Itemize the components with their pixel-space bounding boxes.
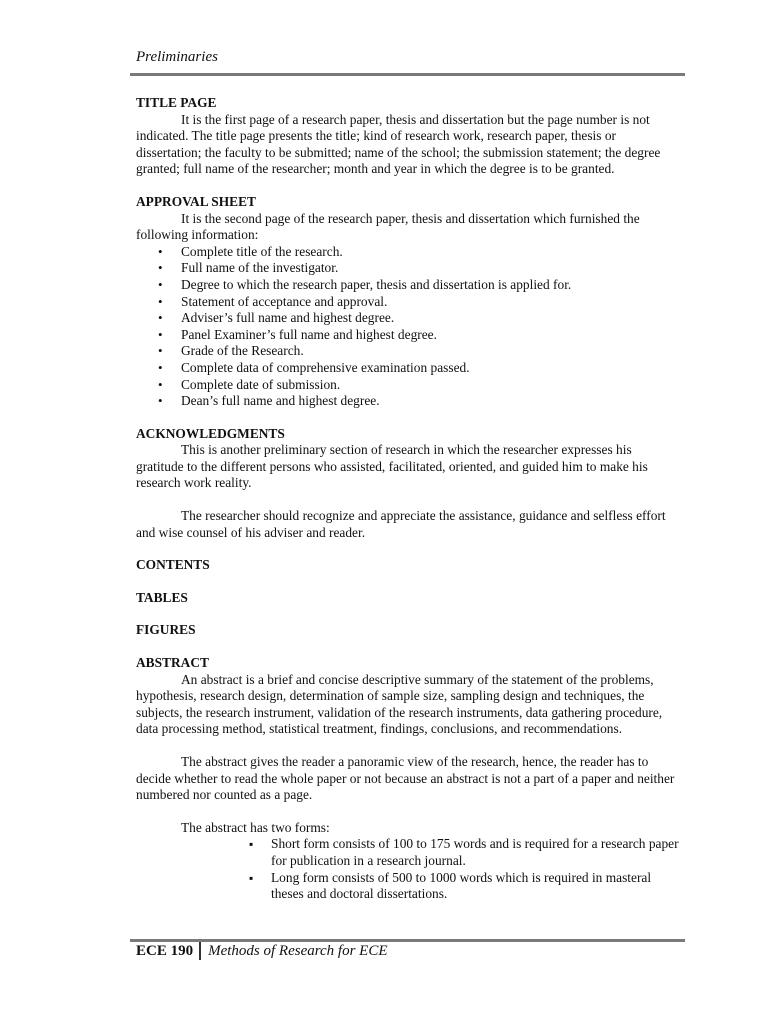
list-item: • Grade of the Research. [136,343,681,360]
section-paragraph: It is the second page of the research paper, thesis and dissertation which furnished the following information: [136,210,640,243]
section-heading: APPROVAL SHEET [136,193,256,209]
forms-intro: The abstract has two forms: [181,819,330,835]
list-item: • Complete title of the research. [136,244,681,261]
list-item: • Statement of acceptance and approval. [136,294,681,311]
section-abstract [136,655,681,903]
section-acknowledgments [136,426,681,542]
list-item: • Panel Examiner’s full name and highest degree. [136,327,681,344]
section-figures [136,622,681,639]
section-approval-sheet [136,194,681,410]
running-footer [136,942,388,960]
list-item: • Complete date of submission. [136,377,681,394]
running-header: Preliminaries [136,49,218,65]
section-paragraph: This is another preliminary section of research in which the researcher expresses his gratitude to the different persons who assisted, facilitated, oriented, and guided him to make his research work reality. [136,442,648,491]
section-title-page [136,95,681,178]
section-heading: TABLES [136,589,188,605]
footer-divider [199,942,201,960]
section-paragraph: The researcher should recognize and appreciate the assistance, guidance and selfless effort and wise counsel of his adviser and reader. [136,508,666,540]
section-heading: CONTENTS [136,557,210,573]
section-contents [136,557,681,574]
page-body [136,95,681,919]
bullet-list [136,244,681,410]
header-rule [130,73,685,76]
section-heading: FIGURES [136,622,196,638]
section-paragraph: It is the first page of a research paper, thesis and dissertation but the page number is not indicated. The title page presents the title; kind of research work, research paper, thesis or dissertation; the faculty to be submitted; name of the school; the submission statement; the degree granted; full name of the researcher; month and year in which the degree is to be granted. [136,111,661,177]
list-item: ▪ Short form consists of 100 to 175 words and is required for a research paper for publication in a research journal. [136,836,681,869]
square-bullet-list [136,836,681,902]
section-heading: TITLE PAGE [136,95,217,110]
section-tables [136,590,681,607]
list-item: • Complete data of comprehensive examination passed. [136,360,681,377]
section-heading: ACKNOWLEDGMENTS [136,425,285,441]
section-heading: ABSTRACT [136,655,209,671]
list-item: • Adviser’s full name and highest degree. [136,310,681,327]
list-item: • Degree to which the research paper, thesis and dissertation is applied for. [136,277,681,294]
footer-course-code: ECE 190 [136,942,194,959]
list-item: ▪ Long form consists of 500 to 1000 words which is required in masteral theses and doctoral dissertations. [136,870,681,903]
section-paragraph: An abstract is a brief and concise descriptive summary of the statement of the problems, hypothesis, research design, determination of sample size, sampling design and techniques, the subjects, the research instrument, validation of the research instruments, data gathering procedure, data processing method, statistical treatment, findings, conclusions, and recommendations. [136,671,663,737]
footer-course-title: Methods of Research for ECE [208,942,388,959]
list-item: • Dean’s full name and highest degree. [136,393,681,410]
list-item: • Full name of the investigator. [136,260,681,277]
section-paragraph: The abstract gives the reader a panoramic view of the research, hence, the reader has to decide whether to read the whole paper or not because an abstract is not a part of a paper and neither numbered nor counted as a page. [136,754,675,803]
